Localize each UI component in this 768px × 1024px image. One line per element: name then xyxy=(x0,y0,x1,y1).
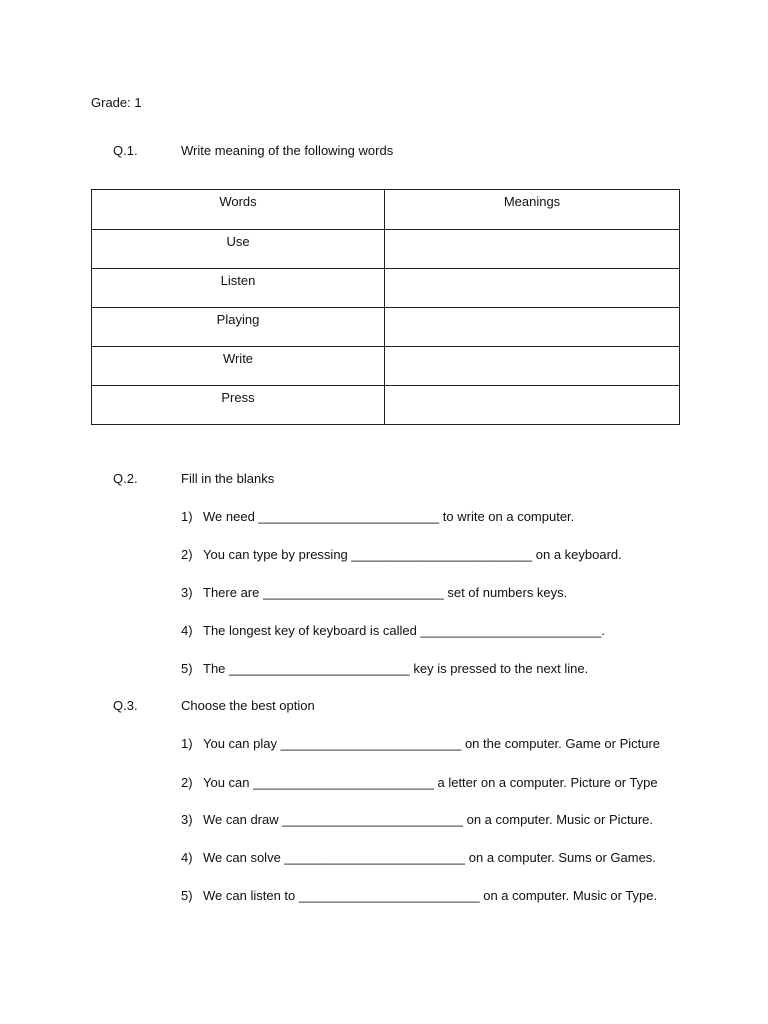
item-text: We can solve _________________________ on a computer. Sums or Games. xyxy=(203,850,656,865)
item-text: You can play _________________________ on the computer. Game or Picture xyxy=(203,736,661,751)
meaning-cell[interactable] xyxy=(385,269,680,308)
list-item xyxy=(181,736,660,752)
meaning-cell[interactable] xyxy=(385,230,680,269)
item-text: The _________________________ key is pressed to the next line. xyxy=(203,661,589,676)
table-row xyxy=(92,308,680,347)
words-table xyxy=(91,189,680,425)
list-item xyxy=(181,623,605,639)
item-number: 3) xyxy=(181,585,193,600)
table-header-row xyxy=(92,190,680,230)
word-text: Playing xyxy=(216,312,260,327)
table-row xyxy=(92,230,680,269)
list-item xyxy=(181,850,656,866)
q3-number: Q.3. xyxy=(113,698,138,713)
meaning-text xyxy=(385,347,679,351)
q1-number: Q.1. xyxy=(113,143,138,158)
meaning-cell[interactable] xyxy=(385,347,680,386)
meaning-cell[interactable] xyxy=(385,308,680,347)
q3-title: Choose the best option xyxy=(181,698,315,713)
word-cell xyxy=(92,308,385,347)
item-number: 2) xyxy=(181,775,193,790)
list-item xyxy=(181,661,588,677)
header-words-label: Words xyxy=(219,194,257,209)
word-text: Press xyxy=(221,390,255,405)
list-item xyxy=(181,775,658,791)
item-number: 5) xyxy=(181,661,193,676)
item-number: 1) xyxy=(181,736,193,751)
item-number: 2) xyxy=(181,547,193,562)
word-text: Listen xyxy=(220,273,256,288)
item-text: We can listen to _________________________ on a computer. Music or Type. xyxy=(203,888,658,903)
table-row xyxy=(92,347,680,386)
meaning-text xyxy=(385,308,679,312)
word-text: Use xyxy=(226,234,250,249)
header-meanings-label: Meanings xyxy=(503,194,561,209)
q2-number: Q.2. xyxy=(113,471,138,486)
table-header-words xyxy=(92,190,385,230)
word-cell xyxy=(92,230,385,269)
list-item xyxy=(181,888,657,904)
item-text: You can type by pressing _________________________ on a keyboard. xyxy=(203,547,622,562)
meaning-text xyxy=(385,386,679,390)
word-cell xyxy=(92,386,385,425)
list-item xyxy=(181,812,653,828)
word-text: Write xyxy=(222,351,254,366)
table-row xyxy=(92,269,680,308)
item-number: 4) xyxy=(181,623,193,638)
item-text: You can _________________________ a letter on a computer. Picture or Type xyxy=(203,775,658,790)
list-item xyxy=(181,585,567,601)
item-number: 1) xyxy=(181,509,193,524)
list-item xyxy=(181,547,622,563)
q1-title: Write meaning of the following words xyxy=(181,143,394,158)
q2-title: Fill in the blanks xyxy=(181,471,275,486)
meaning-text xyxy=(385,230,679,234)
grade-label: Grade: 1 xyxy=(91,95,142,110)
table-header-meanings xyxy=(385,190,680,230)
item-text: There are _________________________ set of numbers keys. xyxy=(203,585,568,600)
item-number: 5) xyxy=(181,888,193,903)
meaning-text xyxy=(385,269,679,273)
item-text: The longest key of keyboard is called _________________________. xyxy=(203,623,605,638)
item-number: 4) xyxy=(181,850,193,865)
table-row xyxy=(92,386,680,425)
meaning-cell[interactable] xyxy=(385,386,680,425)
item-text: We need _________________________ to write on a computer. xyxy=(203,509,575,524)
list-item xyxy=(181,509,574,525)
item-text: We can draw _________________________ on a computer. Music or Picture. xyxy=(203,812,654,827)
word-cell xyxy=(92,269,385,308)
word-cell xyxy=(92,347,385,386)
item-number: 3) xyxy=(181,812,193,827)
